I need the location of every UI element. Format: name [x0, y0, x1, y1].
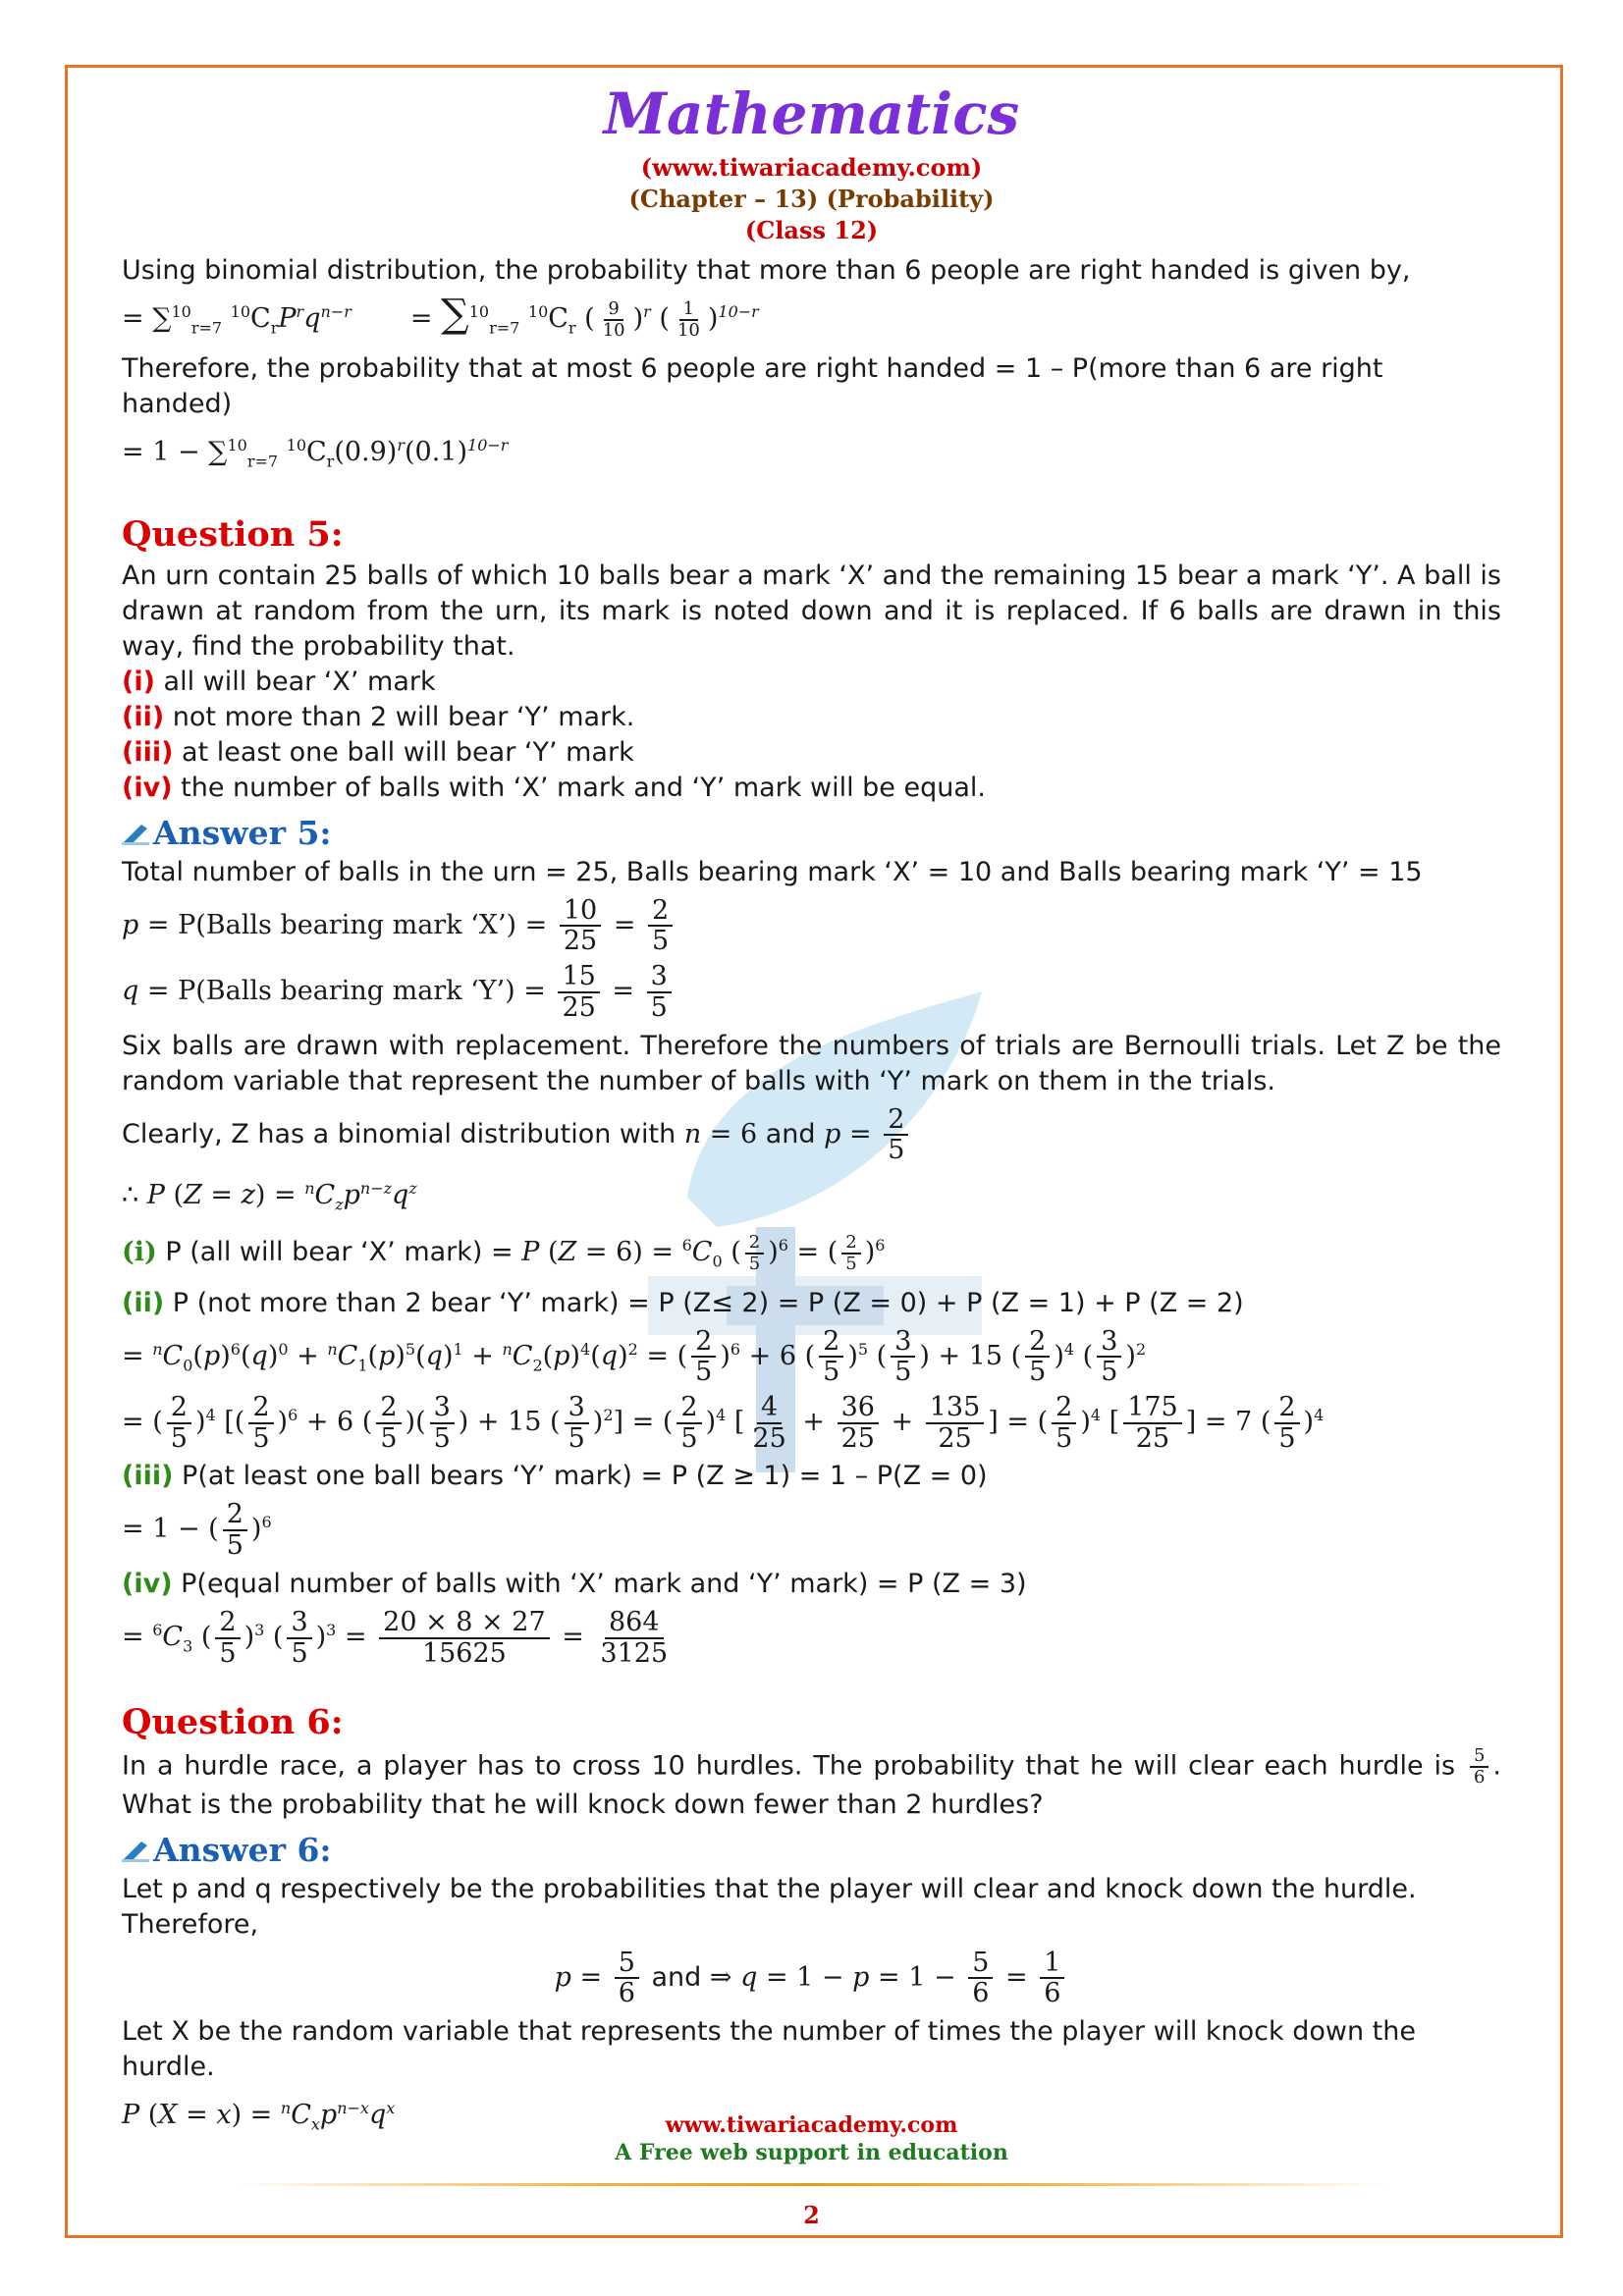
chapter-label: (Chapter – 13) (Probability)	[628, 185, 995, 213]
equation-p: p = P(Balls bearing mark ‘X’) = $\frac{10}{25}$ = $\frac{2}{5}$	[122, 896, 1501, 956]
answer-5-total: Total number of balls in the urn = 25, Balls bearing mark ‘X’ = 10 and Balls bearing mark ‘Y’ = 15	[122, 856, 1423, 887]
equation-iii: = 1 − ( $\frac{2}{5}$ )$^6$	[122, 1499, 272, 1562]
equation-p-q: p = $\frac{5}{6}$ and ⇒ q = 1 − p = 1 − $\frac{5}{6}$ = $\frac{1}{6}$	[122, 1949, 1501, 2008]
equation-q: q = P(Balls bearing mark ‘Y’) = $\frac{15}{25}$ = $\frac{3}{5}$	[122, 962, 1501, 1022]
footer-tagline: A Free web support in education	[615, 2140, 1008, 2165]
question-5-text: An urn contain 25 balls of which 10 balls bear a mark ‘X’ and the remaining 15 bear a mark ‘Y’. A ball is drawn at random from the urn, its mark is noted down and it is replaced. If 6 balls are drawn in this way, find the probability that.	[122, 560, 1501, 662]
answer-5-trials: Six balls are drawn with replacement. Therefore the numbers of trials are Bernoulli trials. Let Z be the random variable that represent the number of balls with ‘Y’ mark on them in the trials.	[122, 1030, 1501, 1096]
question-5-part-i: (i) all will bear ‘X’ mark	[122, 666, 436, 697]
intro-line-1: Using binomial distribution, the probability that more than 6 people are right handed is given by,	[122, 255, 1411, 286]
intro-line-2: Therefore, the probability that at most 6 people are right handed = 1 – P(more than 6 are right handed)	[122, 353, 1383, 420]
question-5-part-iv: (iv) the number of balls with ‘X’ mark and ‘Y’ mark will be equal.	[122, 772, 986, 803]
answer-6-heading: Answer 6:	[122, 1829, 1501, 1872]
answer-6-text-2: Let X be the random variable that represents the number of times the player will knock down the hurdle.	[122, 2016, 1416, 2083]
question-5-heading: Question 5:	[122, 513, 344, 555]
equation-pmf: ∴ P $(Z = z) = ^nC_zp^{n-z}q^z$	[122, 1178, 417, 1214]
footer-divider	[236, 2183, 1387, 2186]
writing-hand-icon	[122, 821, 151, 846]
answer-5-part-i: (i) P (all will bear ‘X’ mark) = P $(Z = 6) = ^6C_0$ ( $\frac{2}{5}$ )$^6$ = ( $\frac{2}{5}$ )$^6$	[122, 1232, 886, 1274]
equation-pmf-x: P $(X = x) = ^nC_xp^{n-x}q^x$	[122, 2099, 396, 2134]
writing-hand-icon	[122, 1838, 151, 1863]
equation-distribution: Clearly, Z has a binomial distribution with n = 6 and p = $\frac{2}{5}$	[122, 1105, 1501, 1165]
content	[122, 253, 1501, 2149]
question-5-part-iii: (iii) at least one ball will bear ‘Y’ mark	[122, 736, 634, 768]
answer-5-part-iv: (iv) P(equal number of balls with ‘X’ mark and ‘Y’ mark) = P (Z = 3)	[122, 1568, 1027, 1599]
answer-5-part-iii: (iii) P(at least one ball bears ‘Y’ mark) = P (Z ≥ 1) = 1 – P(Z = 0)	[122, 1461, 988, 1492]
answer-5-heading: Answer 5:	[122, 812, 1501, 855]
equation-ii-expansion: = $^nC_0(p)^6(q)^0 + ^nC_1(p)^5(q)^1 + ^nC_2(p)^4(q)^2$ = ( $\frac{2}{5}$ )$^6$ + 6 ( $\frac{2}{5}$ )$^5$ ( $\frac{3}{5}$ ) + 15 ( $\frac{2}{5}$ )$^4$ ( $\frac{3}{5}$ )$^2$	[122, 1325, 1147, 1388]
equation-binomial-sum: = ∑$^{10}_{r=7}$ $^{10}C_rP^rq^{n-r}$ = ∑$^{10}_{r=7}$ $^{10}C_r$ ( $\frac{9}{10}$ )$^r$ ( $\frac{1}{10}$ )$^{10-r}$	[122, 292, 759, 341]
question-6-heading: Question 6:	[122, 1702, 344, 1743]
equation-at-most-six: = 1 − ∑$^{10}_{r=7}$ $^{10}C_r(0.9)^r(0.1)^{10-r}$	[122, 436, 509, 471]
footer-website[interactable]: www.tiwariacademy.com	[665, 2112, 958, 2138]
answer-6-text-1: Let p and q respectively be the probabilities that the player will clear and knock down the hurdle. Therefore,	[122, 1873, 1417, 1940]
page-title: Mathematics	[603, 80, 1020, 147]
class-label: (Class 12)	[744, 216, 879, 244]
question-6-text: In a hurdle race, a player has to cross 10 hurdles. The probability that he will clear each hurdle is $\frac{5}{6}$ . What is the probability that he will knock down fewer than 2 hurdles?	[122, 1745, 1501, 1820]
answer-5-part-ii: (ii) P (not more than 2 bear ‘Y’ mark) = P (Z≤ 2) = P (Z = 0) + P (Z = 1) + P (Z = 2)	[122, 1287, 1244, 1318]
page-number: 2	[803, 2201, 820, 2229]
equation-ii-simplified: = ( $\frac{2}{5}$ )$^4$ [( $\frac{2}{5}$ )$^6$ + 6 ( $\frac{2}{5}$ )( $\frac{3}{5}$ ) + 15 ( $\frac{3}{5}$ )$^2$] = ( $\frac{2}{5}$ )$^4$ [ $\frac{4}{25}$ + $\frac{36}{25}$ + $\frac{135}{25}$ ] = ( $\frac{2}{5}$ )$^4$ [ $\frac{175}{25}$ ] = 7 ( $\frac{2}{5}$ )$^4$	[122, 1392, 1325, 1454]
equation-iv: = $^6C_3$ ( $\frac{2}{5}$ )$^3$ ( $\frac{3}{5}$ )$^3$ = $\frac{20 \times 8 \times 27}{15625}$ = $\frac{864}{3125}$	[122, 1606, 669, 1669]
header-website[interactable]: (www.tiwariacademy.com)	[640, 153, 983, 182]
question-5-part-ii: (ii) not more than 2 will bear ‘Y’ mark.	[122, 701, 635, 732]
